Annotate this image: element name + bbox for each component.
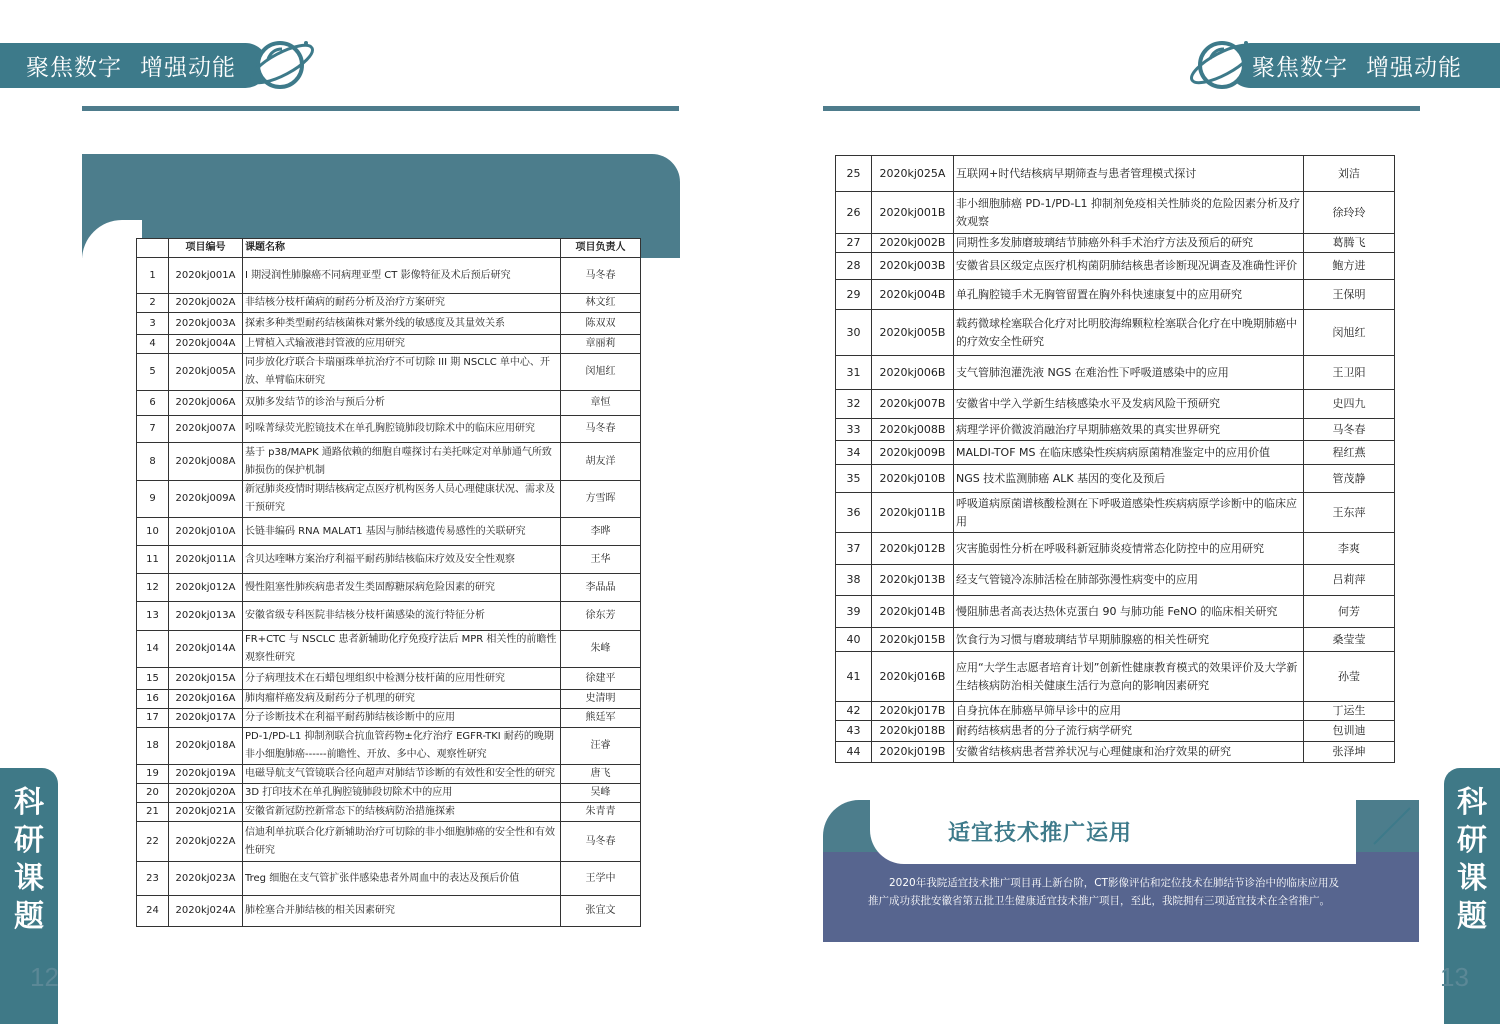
table-row	[137, 518, 641, 546]
row-lead: 管茂静	[1304, 465, 1395, 493]
row-lead: 马冬春	[561, 822, 641, 862]
table-row	[836, 192, 1395, 234]
row-title: 3D 打印技术在单孔胸腔镜肺段切除术中的应用	[243, 784, 561, 803]
table-row	[836, 742, 1395, 763]
row-code: 2020kj002A	[169, 294, 243, 313]
row-index: 16	[137, 690, 169, 709]
table-row	[137, 602, 641, 631]
row-title: 肺肉瘤样癌发病及耐药分子机理的研究	[243, 690, 561, 709]
row-title: 互联网+时代结核病早期筛查与患者管理模式探讨	[954, 156, 1304, 192]
page-number-left: 12	[30, 962, 59, 992]
row-lead: 朱青青	[561, 803, 641, 822]
row-index: 13	[137, 602, 169, 631]
row-index: 26	[836, 192, 872, 234]
row-title: 同步放化疗联合卡瑞丽珠单抗治疗不可切除 III 期 NSCLC 单中心、开放、单臂临床研究	[243, 354, 561, 391]
row-title: 分子诊断技术在利福平耐药肺结核诊断中的应用	[243, 709, 561, 728]
row-lead: 吴峰	[561, 784, 641, 803]
row-title: 灾害脆弱性分析在呼吸科新冠肺炎疫情常态化防控中的应用研究	[954, 533, 1304, 565]
row-lead: 李晔	[561, 518, 641, 546]
row-code: 2020kj025A	[872, 156, 954, 192]
side-tab-char: 题	[1457, 899, 1487, 934]
row-lead: 章恒	[561, 391, 641, 416]
row-lead: 丁运生	[1304, 702, 1395, 721]
row-index: 44	[836, 742, 872, 763]
table-row	[137, 416, 641, 443]
row-lead: 史四九	[1304, 390, 1395, 419]
table-row	[137, 313, 641, 335]
row-title: PD-1/PD-L1 抑制剂联合抗血管药物±化疗治疗 EGFR-TKI 耐药的晚期非小细胞肺癌------前瞻性、开放、多中心、观察性研究	[243, 728, 561, 765]
row-title: 含贝达喹啉方案治疗利福平耐药肺结核临床疗效及安全性观察	[243, 546, 561, 574]
table-row	[836, 390, 1395, 419]
table-row	[137, 668, 641, 690]
col-header-index	[137, 239, 169, 258]
row-title: 安徽省中学入学新生结核感染水平及发病风险干预研究	[954, 390, 1304, 419]
row-title: 上臂植入式输液港封管液的应用研究	[243, 335, 561, 354]
row-lead: 朱峰	[561, 631, 641, 668]
row-code: 2020kj015A	[169, 668, 243, 690]
row-index: 28	[836, 253, 872, 280]
row-lead: 王东萍	[1304, 493, 1395, 533]
row-lead: 张泽坤	[1304, 742, 1395, 763]
col-header-title: 课题名称	[243, 239, 561, 258]
table-row	[137, 784, 641, 803]
row-code: 2020kj018B	[872, 721, 954, 742]
table-row	[836, 310, 1395, 356]
row-lead: 李爽	[1304, 533, 1395, 565]
row-title: 同期性多发肺磨玻璃结节肺癌外科手术治疗方法及预后的研究	[954, 234, 1304, 253]
row-lead: 桑莹莹	[1304, 628, 1395, 652]
table-row	[137, 709, 641, 728]
row-code: 2020kj005A	[169, 354, 243, 391]
row-code: 2020kj024A	[169, 896, 243, 927]
row-code: 2020kj017A	[169, 709, 243, 728]
table-row	[137, 765, 641, 784]
table-row	[836, 419, 1395, 441]
row-index: 2	[137, 294, 169, 313]
planet-logo-icon	[1186, 33, 1258, 95]
row-index: 34	[836, 441, 872, 465]
table-row	[137, 574, 641, 602]
table-row	[137, 803, 641, 822]
row-lead: 徐玲玲	[1304, 192, 1395, 234]
row-index: 42	[836, 702, 872, 721]
row-lead: 陈双双	[561, 313, 641, 335]
row-code: 2020kj005B	[872, 310, 954, 356]
row-code: 2020kj017B	[872, 702, 954, 721]
table-row	[137, 481, 641, 518]
row-lead: 王华	[561, 546, 641, 574]
table-row	[137, 546, 641, 574]
table-row	[137, 391, 641, 416]
row-title: 慢阻肺患者高表达热休克蛋白 90 与肺功能 FeNO 的临床相关研究	[954, 596, 1304, 628]
row-code: 2020kj014A	[169, 631, 243, 668]
row-index: 36	[836, 493, 872, 533]
row-code: 2020kj020A	[169, 784, 243, 803]
table-row	[836, 565, 1395, 596]
tech-box-text: 2020年我院适宜技术推广项目再上新台阶，CT影像评估和定位技术在肺结节诊治中的临床应用及推广成功获批安徽省第五批卫生健康适宜技术推广项目，至此，我院拥有三项适宜技术在全省推广。	[868, 877, 1339, 907]
row-lead: 马冬春	[561, 258, 641, 294]
row-title: 信迪利单抗联合化疗新辅助治疗可切除的非小细胞肺癌的安全性和有效性研究	[243, 822, 561, 862]
row-index: 7	[137, 416, 169, 443]
side-tab-char: 课	[14, 861, 44, 896]
header-text-part2: 增强动能	[140, 55, 236, 81]
header-rule-right	[823, 106, 1420, 111]
table-row	[836, 596, 1395, 628]
row-title: 支气管肺泡灌洗液 NGS 在难治性下呼吸道感染中的应用	[954, 356, 1304, 390]
row-title: 新冠肺炎疫情时期结核病定点医疗机构医务人员心理健康状况、需求及干预研究	[243, 481, 561, 518]
row-lead: 闵旭红	[561, 354, 641, 391]
row-lead: 程红燕	[1304, 441, 1395, 465]
row-code: 2020kj023A	[169, 862, 243, 896]
table-row	[137, 728, 641, 765]
row-index: 8	[137, 443, 169, 481]
row-lead: 胡友洋	[561, 443, 641, 481]
row-code: 2020kj001B	[872, 192, 954, 234]
row-lead: 李晶晶	[561, 574, 641, 602]
row-lead: 王学中	[561, 862, 641, 896]
table-row	[836, 156, 1395, 192]
table-row	[836, 441, 1395, 465]
row-code: 2020kj004B	[872, 280, 954, 310]
row-code: 2020kj018A	[169, 728, 243, 765]
row-lead: 徐建平	[561, 668, 641, 690]
tech-box-decoration-icon	[1370, 806, 1414, 846]
research-table-right	[835, 155, 1395, 763]
row-lead: 章丽莉	[561, 335, 641, 354]
row-title: 经支气管镜冷冻肺活检在肺部弥漫性病变中的应用	[954, 565, 1304, 596]
row-title: 探索多种类型耐药结核菌株对紫外线的敏感度及其量效关系	[243, 313, 561, 335]
row-title: 安徽省级专科医院非结核分枝杆菌感染的流行特征分析	[243, 602, 561, 631]
row-code: 2020kj011B	[872, 493, 954, 533]
row-index: 12	[137, 574, 169, 602]
row-index: 40	[836, 628, 872, 652]
row-index: 19	[137, 765, 169, 784]
row-index: 15	[137, 668, 169, 690]
row-index: 11	[137, 546, 169, 574]
row-title: Treg 细胞在支气管扩张伴感染患者外周血中的表达及预后价值	[243, 862, 561, 896]
row-code: 2020kj013B	[872, 565, 954, 596]
row-lead: 史清明	[561, 690, 641, 709]
row-title: 载药微球栓塞联合化疗对比明胶海绵颗粒栓塞联合化疗在中晚期肺癌中的疗效安全性研究	[954, 310, 1304, 356]
table-row	[137, 258, 641, 294]
row-code: 2020kj014B	[872, 596, 954, 628]
row-code: 2020kj013A	[169, 602, 243, 631]
row-lead: 包训迪	[1304, 721, 1395, 742]
row-lead: 王卫阳	[1304, 356, 1395, 390]
row-code: 2020kj016A	[169, 690, 243, 709]
table-row	[836, 652, 1395, 702]
row-index: 9	[137, 481, 169, 518]
side-tab-char: 课	[1457, 861, 1487, 896]
table-row	[836, 533, 1395, 565]
side-tab-char: 研	[1457, 823, 1487, 858]
row-title: 安徽省新冠防控新常态下的结核病防治措施探索	[243, 803, 561, 822]
row-index: 4	[137, 335, 169, 354]
table-row	[137, 443, 641, 481]
row-index: 23	[137, 862, 169, 896]
row-title: 饮食行为习惯与磨玻璃结节早期肺腺癌的相关性研究	[954, 628, 1304, 652]
table-row	[836, 356, 1395, 390]
row-title: 非小细胞肺癌 PD-1/PD-L1 抑制剂免疫相关性肺炎的危险因素分析及疗效观察	[954, 192, 1304, 234]
row-index: 25	[836, 156, 872, 192]
header-text-part1-right: 聚焦数字	[1252, 55, 1348, 81]
row-code: 2020kj002B	[872, 234, 954, 253]
row-title: MALDI-TOF MS 在临床感染性疾病病原菌精准鉴定中的应用价值	[954, 441, 1304, 465]
row-title: 吲哚菁绿荧光腔镜技术在单孔胸腔镜肺段切除术中的临床应用研究	[243, 416, 561, 443]
row-index: 38	[836, 565, 872, 596]
header-rule-left	[82, 106, 679, 111]
row-index: 31	[836, 356, 872, 390]
row-lead: 孙莹	[1304, 652, 1395, 702]
row-index: 10	[137, 518, 169, 546]
table-header-row	[137, 239, 641, 258]
row-code: 2020kj001A	[169, 258, 243, 294]
row-lead: 唐飞	[561, 765, 641, 784]
row-code: 2020kj007B	[872, 390, 954, 419]
header-banner-left	[0, 43, 268, 88]
row-title: 呼吸道病原菌谱核酸检测在下呼吸道感染性疾病病原学诊断中的临床应用	[954, 493, 1304, 533]
table-row	[836, 280, 1395, 310]
row-index: 41	[836, 652, 872, 702]
row-title: 安徽省县区级定点医疗机构菌阴肺结核患者诊断现况调查及准确性评价	[954, 253, 1304, 280]
row-lead: 刘洁	[1304, 156, 1395, 192]
row-lead: 马冬春	[1304, 419, 1395, 441]
row-code: 2020kj012B	[872, 533, 954, 565]
row-title: 分子病理技术在石蜡包埋组织中检测分枝杆菌的应用性研究	[243, 668, 561, 690]
table-row	[137, 631, 641, 668]
row-title: I 期浸润性肺腺癌不同病理亚型 CT 影像特征及术后预后研究	[243, 258, 561, 294]
table-row	[836, 628, 1395, 652]
row-title: 基于 p38/MAPK 通路依赖的细胞自噬探讨右美托咪定对单肺通气所致肺损伤的保护机制	[243, 443, 561, 481]
col-header-lead: 项目负责人	[561, 239, 641, 258]
row-index: 22	[137, 822, 169, 862]
row-code: 2020kj008B	[872, 419, 954, 441]
table-row	[137, 354, 641, 391]
table-row	[137, 294, 641, 313]
side-tab-char: 题	[14, 899, 44, 934]
table-row	[836, 721, 1395, 742]
row-code: 2020kj006B	[872, 356, 954, 390]
row-lead: 徐东芳	[561, 602, 641, 631]
row-code: 2020kj004A	[169, 335, 243, 354]
row-lead: 熊廷军	[561, 709, 641, 728]
side-tab-char: 科	[14, 785, 44, 820]
row-lead: 葛腾飞	[1304, 234, 1395, 253]
row-title: 双肺多发结节的诊治与预后分析	[243, 391, 561, 416]
side-tab-char: 研	[14, 823, 44, 858]
row-index: 1	[137, 258, 169, 294]
header-banner-right	[1228, 43, 1500, 88]
row-code: 2020kj007A	[169, 416, 243, 443]
row-title: 电磁导航支气管镜联合径向超声对肺结节诊断的有效性和安全性的研究	[243, 765, 561, 784]
page-number-right: 13	[1440, 962, 1469, 992]
row-code: 2020kj010B	[872, 465, 954, 493]
table-row	[137, 822, 641, 862]
row-title: 病理学评价微波消融治疗早期肺癌效果的真实世界研究	[954, 419, 1304, 441]
row-code: 2020kj009A	[169, 481, 243, 518]
row-index: 30	[836, 310, 872, 356]
row-title: 慢性阻塞性肺疾病患者发生类固醇糖尿病危险因素的研究	[243, 574, 561, 602]
row-index: 3	[137, 313, 169, 335]
table-row	[137, 690, 641, 709]
row-title: 自身抗体在肺癌早筛早诊中的应用	[954, 702, 1304, 721]
row-index: 39	[836, 596, 872, 628]
row-index: 18	[137, 728, 169, 765]
row-lead: 闵旭红	[1304, 310, 1395, 356]
row-lead: 何芳	[1304, 596, 1395, 628]
row-index: 6	[137, 391, 169, 416]
table-row	[836, 253, 1395, 280]
row-code: 2020kj019A	[169, 765, 243, 784]
row-index: 27	[836, 234, 872, 253]
row-title: NGS 技术监测肺癌 ALK 基因的变化及预后	[954, 465, 1304, 493]
table-row	[137, 335, 641, 354]
header-text-part1: 聚焦数字	[26, 55, 122, 81]
row-code: 2020kj012A	[169, 574, 243, 602]
row-code: 2020kj006A	[169, 391, 243, 416]
row-lead: 吕莉萍	[1304, 565, 1395, 596]
planet-logo-icon	[246, 33, 318, 95]
row-index: 17	[137, 709, 169, 728]
row-code: 2020kj019B	[872, 742, 954, 763]
row-code: 2020kj009B	[872, 441, 954, 465]
row-title: 肺栓塞合并肺结核的相关因素研究	[243, 896, 561, 927]
row-lead: 马冬春	[561, 416, 641, 443]
side-tab-char: 科	[1457, 785, 1487, 820]
row-lead: 鲍方进	[1304, 253, 1395, 280]
table-row	[836, 234, 1395, 253]
tech-box-title: 适宜技术推广运用	[947, 821, 1132, 846]
row-lead: 王保明	[1304, 280, 1395, 310]
header-text-part2-right: 增强动能	[1366, 55, 1462, 81]
row-index: 24	[137, 896, 169, 927]
row-index: 33	[836, 419, 872, 441]
row-index: 37	[836, 533, 872, 565]
table-row	[137, 862, 641, 896]
research-table-left	[136, 238, 641, 927]
row-title: 长链非编码 RNA MALAT1 基因与肺结核遗传易感性的关联研究	[243, 518, 561, 546]
row-lead: 汪睿	[561, 728, 641, 765]
table-row	[836, 493, 1395, 533]
row-code: 2020kj021A	[169, 803, 243, 822]
row-code: 2020kj022A	[169, 822, 243, 862]
row-index: 29	[836, 280, 872, 310]
row-title: 非结核分枝杆菌病的耐药分析及治疗方案研究	[243, 294, 561, 313]
row-index: 35	[836, 465, 872, 493]
row-code: 2020kj015B	[872, 628, 954, 652]
row-title: 安徽省结核病患者营养状况与心理健康和治疗效果的研究	[954, 742, 1304, 763]
row-index: 43	[836, 721, 872, 742]
row-title: 应用“大学生志愿者培育计划”创新性健康教育模式的效果评价及大学新生结核病防治相关健康生活行为意向的影响因素研究	[954, 652, 1304, 702]
table-row	[836, 465, 1395, 493]
row-title: 耐药结核病患者的分子流行病学研究	[954, 721, 1304, 742]
row-code: 2020kj003B	[872, 253, 954, 280]
row-lead: 张宜文	[561, 896, 641, 927]
row-code: 2020kj011A	[169, 546, 243, 574]
row-code: 2020kj008A	[169, 443, 243, 481]
row-code: 2020kj003A	[169, 313, 243, 335]
col-header-code: 项目编号	[169, 239, 243, 258]
row-title: FR+CTC 与 NSCLC 患者新辅助化疗免疫疗法后 MPR 相关性的前瞻性观察性研究	[243, 631, 561, 668]
row-index: 14	[137, 631, 169, 668]
table-row	[836, 702, 1395, 721]
table-row	[137, 896, 641, 927]
row-index: 5	[137, 354, 169, 391]
row-index: 32	[836, 390, 872, 419]
row-lead: 方雪晖	[561, 481, 641, 518]
row-index: 21	[137, 803, 169, 822]
row-code: 2020kj016B	[872, 652, 954, 702]
row-lead: 林文红	[561, 294, 641, 313]
row-code: 2020kj010A	[169, 518, 243, 546]
row-title: 单孔胸腔镜手术无胸管留置在胸外科快速康复中的应用研究	[954, 280, 1304, 310]
row-index: 20	[137, 784, 169, 803]
